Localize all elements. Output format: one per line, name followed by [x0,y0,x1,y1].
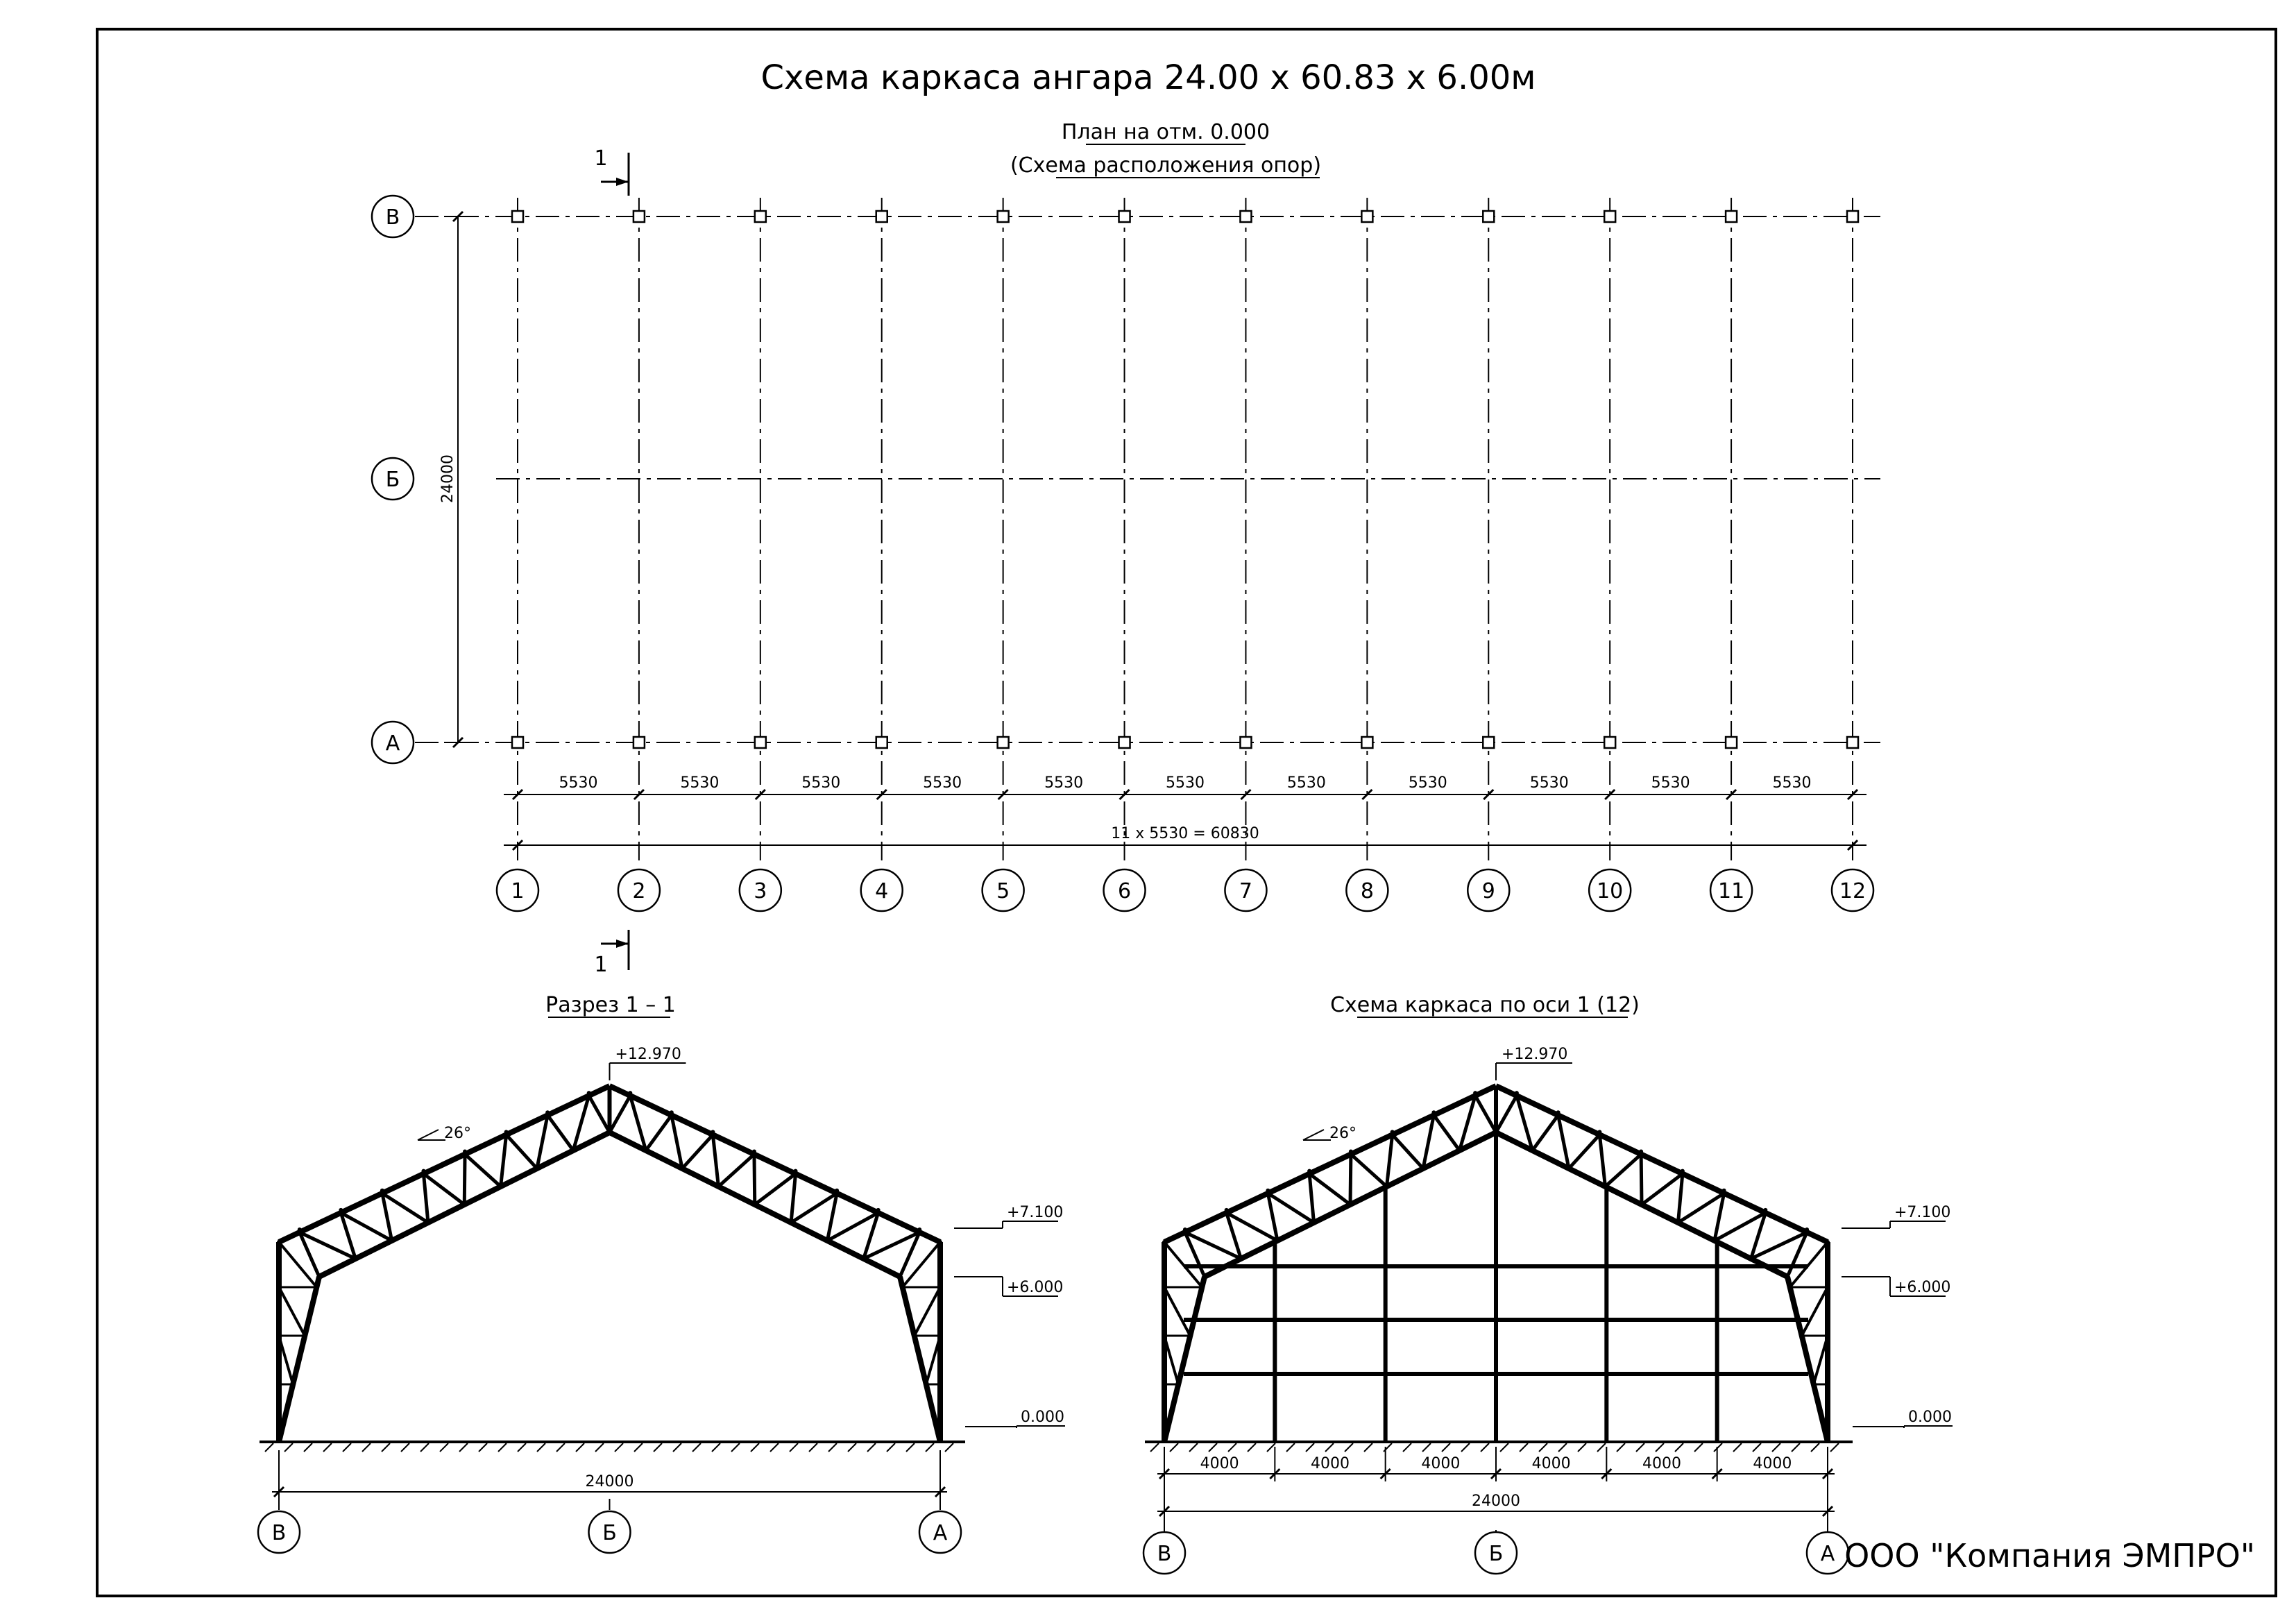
ground-hatch [1189,1443,1198,1452]
column-support [1604,737,1615,748]
purlin-mark [794,1169,798,1173]
frame-axis-bubble-label: А [1820,1542,1835,1566]
truss-web-left [501,1135,507,1187]
purlin-mark [1391,1130,1395,1134]
purlin-mark [628,1091,632,1095]
section-mark-bottom-label: 1 [594,953,608,977]
ground-hatch [1714,1443,1722,1452]
ground-hatch [1694,1443,1703,1452]
plan-title: План на отм. 0.000 [1061,120,1270,144]
ground-hatch [1753,1443,1761,1452]
purlin-mark [1763,1208,1767,1212]
ground-hatch [1442,1443,1450,1452]
ground-hatch [1733,1443,1742,1452]
truss-web-right [713,1135,718,1187]
girt-mark [938,1285,942,1289]
truss-web-left [547,1115,573,1150]
ground-hatch [1772,1443,1780,1452]
purlin-mark [1266,1189,1270,1193]
column-axis-bubble-label: 10 [1597,879,1624,903]
ground-hatch [1578,1443,1586,1452]
column-support [1604,211,1615,222]
bay-dimension-label: 5530 [1044,774,1084,792]
ground-hatch [1286,1443,1295,1452]
truss-web-right [1606,1154,1642,1187]
truss-web-right [1558,1115,1569,1169]
ground-hatch [498,1443,507,1452]
truss-web-left [507,1135,537,1169]
frame-bay-label: 4000 [1531,1455,1571,1472]
frame-title: Схема каркаса по оси 1 (12) [1330,993,1640,1017]
purlin-mark [1183,1227,1187,1232]
ground-hatch [692,1443,701,1452]
column-support [633,211,645,222]
column-support [1240,211,1251,222]
ground-hatch [1461,1443,1470,1452]
row-axis-bubble-label: А [385,731,400,756]
girt-mark [1162,1240,1166,1244]
purlin-mark [1307,1169,1311,1173]
truss-web-right [791,1193,837,1223]
purlin-mark [876,1208,881,1212]
truss-web-right [610,1096,631,1132]
truss-web-right [1642,1174,1683,1205]
bay-dimension-label: 5530 [680,774,720,792]
frame-bay-label: 4000 [1642,1455,1681,1472]
column-axis-bubble-label: 2 [632,879,646,903]
truss-web-left [423,1174,464,1205]
ground-hatch [887,1443,895,1452]
rafter-top-chord [1496,1086,1828,1242]
frame-bay-label: 4000 [1421,1455,1461,1472]
girt-mark [1826,1382,1830,1386]
plan-grid [372,196,1880,911]
column-web-left [1164,1287,1190,1336]
truss-web-left [1387,1135,1393,1187]
ground-hatch [945,1443,953,1452]
girt-mark [938,1382,942,1386]
rafter-top-chord [610,1086,941,1242]
purlin-mark [587,1091,591,1095]
truss-web-right [1678,1174,1683,1223]
row-axis-bubble-label: Б [385,468,400,492]
ground-hatch [1248,1443,1256,1452]
slope-label: 26° [444,1125,471,1142]
purlin-mark [380,1189,384,1193]
ground-hatch [479,1443,487,1452]
truss-web-right [1641,1154,1642,1205]
row-axis-bubble-label: В [385,205,400,230]
column-support [1483,211,1494,222]
ground-hatch [518,1443,526,1452]
ground-hatch [654,1443,662,1452]
ground-hatch [595,1443,604,1452]
ground-hatch [1558,1443,1567,1452]
truss-web-left [1309,1174,1313,1223]
truss-web-right [1533,1115,1558,1150]
ground-hatch [1481,1443,1489,1452]
company-name: ООО "Компания ЭМПРО" [1844,1537,2255,1574]
bay-dimension-label: 5530 [923,774,962,792]
girt-mark [277,1285,281,1289]
purlin-mark [1349,1149,1353,1153]
ridge-mark: +12.970 [1502,1046,1568,1063]
ground-hatch [1267,1443,1275,1452]
slope-mark [418,1130,439,1140]
ground-hatch [382,1443,390,1452]
purlin-mark [421,1169,425,1173]
truss-web-right [718,1154,754,1187]
ground-hatch [809,1443,817,1452]
ground-hatch [770,1443,779,1452]
ground-hatch [440,1443,448,1452]
purlin-mark [1431,1110,1436,1114]
frame-bay-label: 4000 [1753,1455,1792,1472]
ground-hatch [1364,1443,1372,1452]
rafter-top-chord [1164,1086,1496,1242]
purlin-mark [711,1130,715,1134]
column-axis-bubble-label: 11 [1717,879,1745,903]
ground-hatch [1422,1443,1431,1452]
column-support [1847,211,1858,222]
ground-hatch [867,1443,876,1452]
frame-view [1143,1046,1953,1574]
truss-web-left [589,1096,610,1132]
section-mark-top-label: 1 [594,146,608,171]
column-web-left [279,1242,316,1287]
girt-mark [1162,1334,1166,1338]
purlin-mark [1805,1227,1809,1232]
ground-hatch [634,1443,643,1452]
truss-web-right [755,1174,796,1205]
bay-dimension-label: 5530 [559,774,598,792]
section-axis-bubble-label: Б [602,1521,617,1545]
bay-dimension-label: 5530 [1651,774,1690,792]
truss-web-left [537,1115,547,1169]
column-web-right [903,1242,940,1287]
truss-web-right [1599,1135,1605,1187]
column-axis-bubble-label: 5 [996,879,1010,903]
truss-web-left [1268,1193,1313,1223]
purlin-mark [670,1110,674,1114]
purlin-mark [1225,1208,1229,1212]
ground-hatch [790,1443,798,1452]
frame-axis-bubble-label: Б [1488,1542,1504,1566]
ground-hatch [1520,1443,1528,1452]
truss-web-right [791,1174,795,1223]
section-frame [258,1046,1065,1553]
slope-label: 26° [1329,1125,1357,1142]
bay-dimension-label: 5530 [1772,774,1812,792]
frame-bay-label: 4000 [1311,1455,1350,1472]
ground-hatch [343,1443,351,1452]
bay-dimension-label: 5530 [1286,774,1326,792]
ground-hatch [284,1443,293,1452]
span-dimension-label: 24000 [439,454,457,503]
ground-hatch [401,1443,409,1452]
ground-hatch [1345,1443,1353,1452]
ground-hatch [906,1443,915,1452]
truss-web-left [423,1174,427,1223]
column-support [512,737,523,748]
truss-web-right [1496,1096,1517,1132]
section-axis-bubble-label: В [271,1521,287,1545]
column-axis-bubble-label: 4 [875,879,889,903]
ground-hatch [362,1443,371,1452]
column-axis-bubble-label: 9 [1481,879,1495,903]
bay-dimension-label: 5530 [1408,774,1447,792]
truss-web-left [1475,1096,1496,1132]
column-axis-bubble-label: 8 [1360,879,1374,903]
purlin-mark [1597,1130,1601,1134]
girt-mark [1162,1382,1166,1386]
girt-mark [938,1240,942,1244]
truss-web-left [1351,1154,1387,1187]
girt-mark [1826,1334,1830,1338]
ground-hatch [537,1443,545,1452]
ground-hatch [1539,1443,1547,1452]
girt-mark [277,1240,281,1244]
ground-hatch [420,1443,429,1452]
frame-span-label: 24000 [1472,1493,1520,1510]
truss-web-right [646,1115,672,1150]
eave-mark: +7.100 [1007,1204,1064,1221]
ground-hatch [615,1443,623,1452]
purlin-mark [835,1189,839,1193]
section-axis-bubble-label: А [933,1521,948,1545]
column-support [1361,211,1372,222]
truss-web-left [1434,1115,1459,1150]
bay-dimension-label: 5530 [801,774,841,792]
truss-web-left [465,1154,501,1187]
column-support [1240,737,1251,748]
column-support [755,211,766,222]
rafter-top-chord [279,1086,610,1242]
ground-mark: 0.000 [1021,1409,1064,1426]
drawing-title: Схема каркаса ангара 24.00 х 60.83 х 6.00м [760,58,1536,97]
column-axis-bubble-label: 1 [511,879,525,903]
column-support [998,211,1009,222]
ground-hatch [1306,1443,1314,1452]
ground-hatch [673,1443,681,1452]
purlin-mark [504,1130,509,1134]
truss-web-left [1393,1135,1423,1169]
section-mark-bottom [594,930,629,977]
truss-web-right [672,1115,682,1169]
section-title: Разрез 1 – 1 [545,993,676,1017]
purlin-mark [298,1227,302,1232]
girt-mark [277,1382,281,1386]
ground-hatch [323,1443,332,1452]
column-support [633,737,645,748]
ground-hatch [1792,1443,1800,1452]
section-mark-top [594,146,629,196]
purlin-mark [1556,1110,1561,1114]
ground-hatch [459,1443,468,1452]
truss-web-left [382,1193,428,1223]
frame-axis-bubble-label: В [1157,1542,1172,1566]
purlin-mark [1681,1169,1685,1173]
purlin-mark [339,1208,343,1212]
girt-mark [277,1334,281,1338]
truss-web-right [754,1154,755,1205]
girt-mark [1826,1240,1830,1244]
column-web-right [915,1287,940,1336]
girt-mark [1826,1285,1830,1289]
ground-hatch [1209,1443,1217,1452]
bay-dimension-label: 5530 [1529,774,1569,792]
ground-hatch [576,1443,584,1452]
truss-web-left [1309,1174,1350,1205]
purlin-mark [1639,1149,1643,1153]
truss-web-right [1678,1193,1724,1223]
column-support [998,737,1009,748]
ground-hatch [1675,1443,1683,1452]
girt-mark [1162,1285,1166,1289]
slope-mark [1303,1130,1324,1140]
plan-subtitle: (Схема расположения опор) [1010,153,1322,178]
eave-mark: +7.100 [1894,1204,1951,1221]
truss-web-right [682,1135,713,1169]
column-web-right [1802,1287,1828,1336]
truss-web-left [464,1154,465,1205]
column-support [1726,211,1737,222]
column-top-mark: +6.000 [1007,1279,1064,1296]
ground-hatch [1500,1443,1508,1452]
total-dimension-label: 11 х 5530 = 60830 [1111,825,1259,842]
bay-dimension-label: 5530 [1166,774,1205,792]
ground-mark: 0.000 [1908,1409,1952,1426]
column-support [1726,737,1737,748]
truss-web-right [1569,1135,1599,1169]
ground-hatch [1170,1443,1178,1452]
purlin-mark [752,1149,756,1153]
column-axis-bubble-label: 12 [1839,879,1866,903]
ground-hatch [265,1443,273,1452]
ground-hatch [848,1443,856,1452]
purlin-mark [1515,1091,1519,1095]
truss-web-left [1350,1154,1351,1205]
column-support [876,737,887,748]
ground-hatch [1597,1443,1606,1452]
column-support [1119,737,1130,748]
column-support [755,737,766,748]
column-axis-bubble-label: 6 [1117,879,1132,903]
ground-hatch [1656,1443,1664,1452]
column-support [1483,737,1494,748]
ridge-mark: +12.970 [615,1046,681,1063]
ground-hatch [1325,1443,1334,1452]
column-support [1847,737,1858,748]
column-top-mark: +6.000 [1894,1279,1951,1296]
ground-hatch [926,1443,934,1452]
ground-hatch [1811,1443,1819,1452]
ground-hatch [1830,1443,1839,1452]
ground-hatch [556,1443,565,1452]
ground-hatch [828,1443,837,1452]
purlin-mark [463,1149,467,1153]
column-support [876,211,887,222]
column-axis-bubble-label: 3 [754,879,767,903]
purlin-mark [1722,1189,1726,1193]
ground-hatch [751,1443,759,1452]
column-support [1119,211,1130,222]
truss-web-left [1423,1115,1434,1169]
ground-hatch [1150,1443,1159,1452]
column-web-left [279,1287,305,1336]
ground-hatch [1403,1443,1411,1452]
ground-hatch [731,1443,740,1452]
purlin-mark [917,1227,921,1232]
ground-hatch [1228,1443,1236,1452]
ground-hatch [712,1443,720,1452]
ground-hatch [304,1443,312,1452]
column-axis-bubble-label: 7 [1239,879,1253,903]
column-support [1361,737,1372,748]
ground-hatch [1617,1443,1625,1452]
frame-bay-label: 4000 [1200,1455,1239,1472]
girt-mark [938,1334,942,1338]
column-support [512,211,523,222]
purlin-mark [545,1110,550,1114]
ground-hatch [1636,1443,1644,1452]
purlin-mark [1473,1091,1477,1095]
span-dimension-label: 24000 [585,1473,634,1490]
